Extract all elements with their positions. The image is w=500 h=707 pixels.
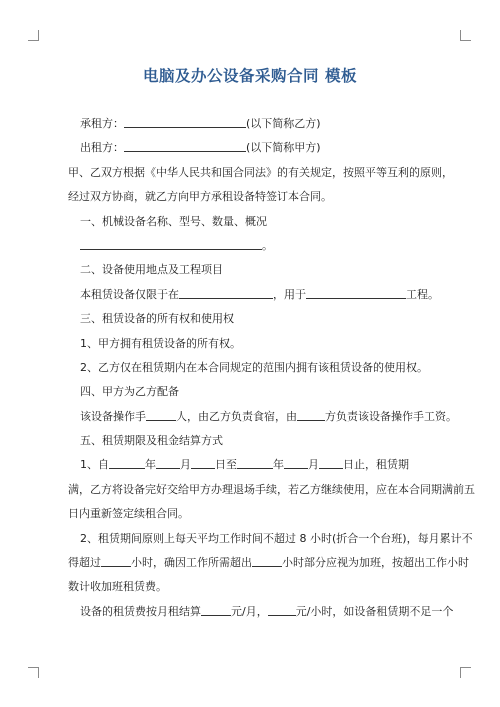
section-3-item-1: 1、甲方拥有租赁设备的所有权。 [80, 336, 241, 350]
intro-line-2: 经过双方协商，就乙方向甲方承租设备特签订本合同。 [68, 190, 332, 204]
section-5-item-1-line-3: 日内重新签定续租合同。 [68, 507, 189, 521]
section-2-line: 本租赁设备仅限于在 ，用于 工程。 [80, 283, 435, 307]
lessee-suffix: (以下简称乙方) [246, 117, 321, 130]
lessor-blank[interactable] [124, 138, 246, 152]
section-3-heading: 三、租赁设备的所有权和使用权 [80, 312, 234, 326]
lessor-line [80, 136, 435, 160]
section-2-heading: 二、设备使用地点及工程项目 [80, 263, 223, 277]
document-body [68, 112, 475, 624]
corner-mark-top-left [28, 30, 39, 41]
equipment-blank[interactable] [80, 236, 262, 250]
overtime-hours-blank[interactable] [252, 553, 282, 567]
start-year-blank[interactable] [109, 455, 145, 469]
end-month-blank[interactable] [284, 455, 308, 469]
corner-mark-bottom-left [28, 667, 39, 678]
project-blank[interactable] [306, 285, 406, 299]
section-5-item-2-line-2: 得超过 小时，确因工作所需超出 小时部分应视为加班，按超出工作小时 [68, 551, 435, 575]
section-5-item-3-line-1: 设备的租赁费按月租结算 元/月， 元/小时，如设备租赁期不足一个 [80, 600, 435, 624]
corner-mark-top-right [460, 30, 471, 41]
wage-party-blank[interactable] [297, 407, 325, 421]
monthly-rent-blank[interactable] [201, 602, 231, 616]
section-5-item-2-line-1: 2、租赁期间原则上每天平均工作时间不超过 8 小时(折合一个台班)，每月累计不 [80, 531, 473, 545]
intro-line-1: 甲、乙双方根据《中华人民共和国合同法》的有关规定，按照平等互利的原则， [68, 165, 453, 179]
section-5-item-2-line-3: 数计收加班租赁费。 [68, 580, 167, 594]
section-5-item-1-line-2: 满，乙方将设备完好交给甲方办理退场手续，若乙方继续使用，应在本合同期满前五 [68, 482, 475, 496]
start-month-blank[interactable] [156, 455, 180, 469]
section-4-line: 该设备操作手 人，由乙方负责食宿，由 方负责该设备操作手工资。 [80, 405, 435, 429]
location-blank[interactable] [179, 285, 273, 299]
lessor-label: 出租方： [80, 141, 124, 155]
lessee-blank[interactable] [124, 114, 246, 128]
section-3-item-2: 2、乙方仅在租赁期内在本合同规定的范围内拥有该租赁设备的使用权。 [80, 360, 428, 374]
lessor-suffix: (以下简称甲方) [246, 141, 321, 155]
section-5-heading: 五、租赁期限及租金结算方式 [80, 434, 223, 448]
operator-count-blank[interactable] [146, 407, 176, 421]
section-4-heading: 四、甲方为乙方配备 [80, 385, 179, 399]
max-hours-blank[interactable] [101, 553, 131, 567]
corner-mark-bottom-right [460, 667, 471, 678]
section-5-item-1-line-1: 1、自 年 月 日至 年 月 日止，租赁期 [80, 453, 435, 477]
section-1-heading: 一、机械设备名称、型号、数量、概况 [80, 214, 267, 228]
document-title: 电脑及办公设备采购合同 模板 [143, 67, 357, 85]
start-day-blank[interactable] [191, 455, 215, 469]
lessee-line [80, 112, 435, 136]
lessee-label: 承租方： [80, 117, 124, 130]
section-1-blank-line: 。 [80, 234, 435, 258]
hourly-rent-blank[interactable] [268, 602, 296, 616]
end-day-blank[interactable] [319, 455, 343, 469]
end-year-blank[interactable] [237, 455, 273, 469]
